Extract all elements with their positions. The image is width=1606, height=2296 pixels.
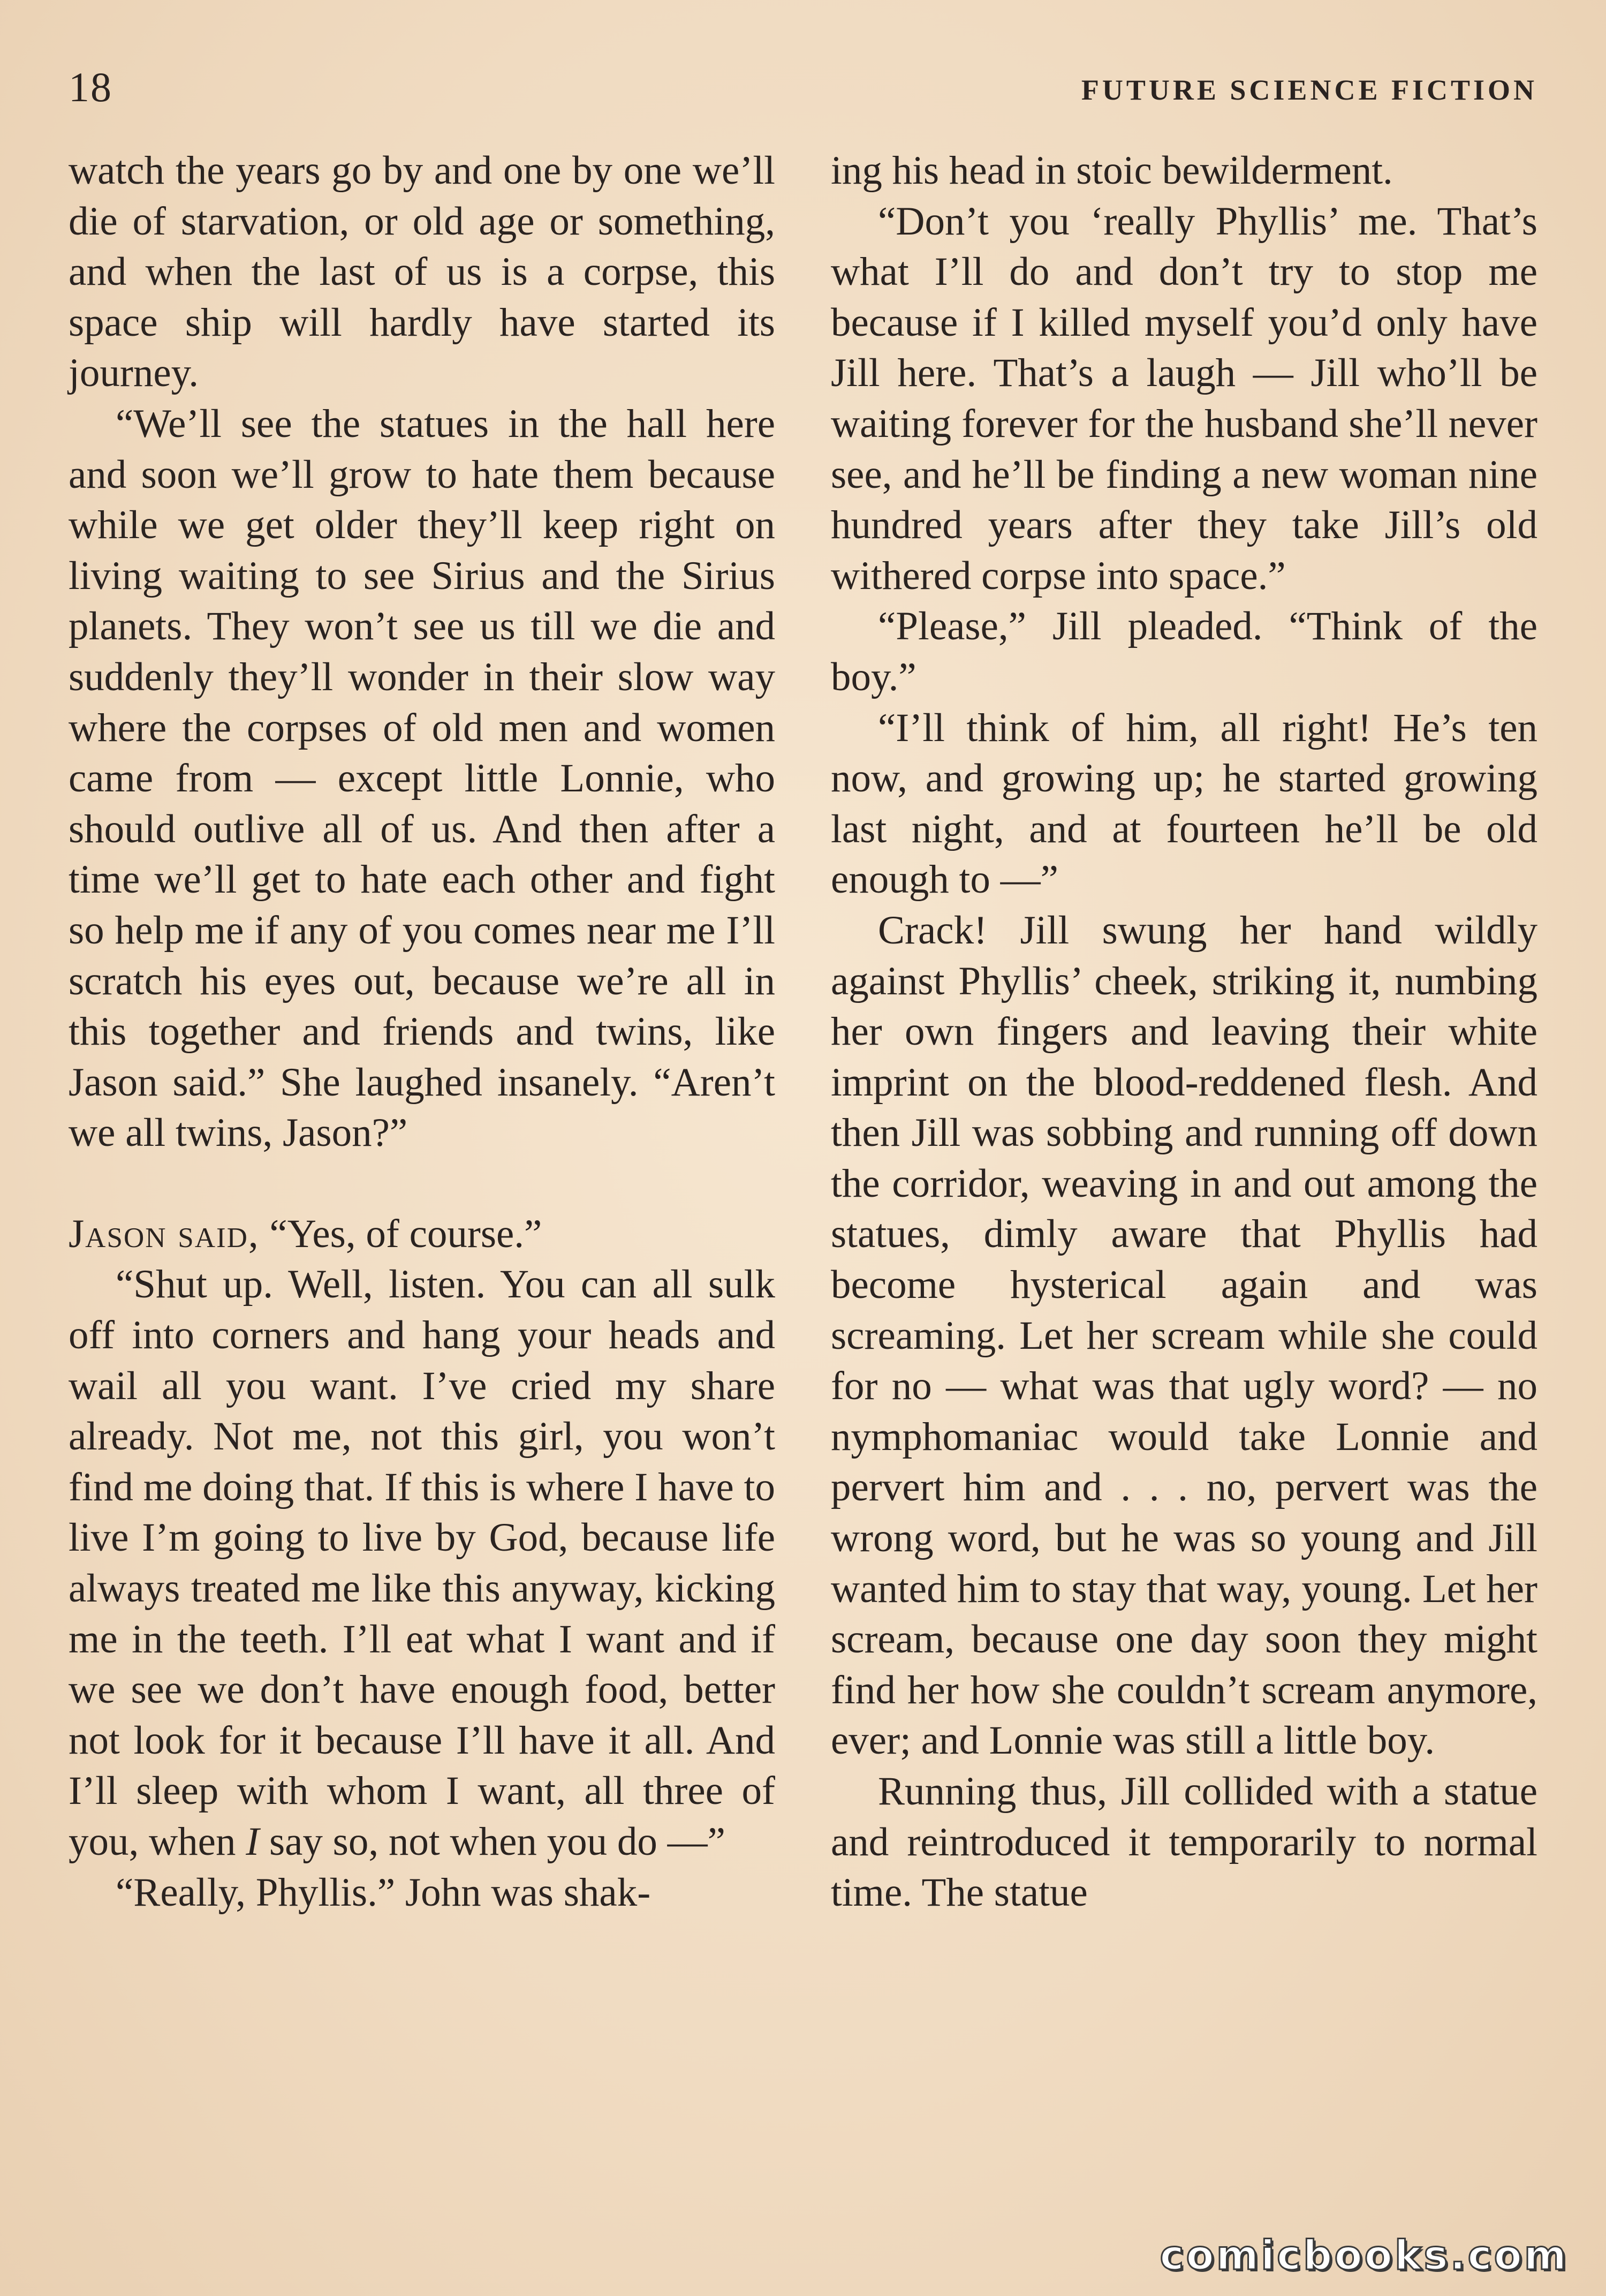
paragraph: “I’ll think of him, all right! He’s ten now, and growing up; he started growing last night, and at fourteen he’ll be old enough to —”	[831, 705, 1537, 902]
paragraph-text: “Yes, of course.”	[259, 1211, 542, 1256]
paragraph: “We’ll see the statues in the hall here and soon we’ll grow to hate them because while we get older they’ll keep right on living waiting to see Sirius and the Sirius planets. They won’t see us till we die and suddenly they’ll wonder in their slow way where the corpses of old men and women came from — except little Lonnie, who should outlive all of us. And then after a time we’ll get to hate each other and fight so help me if any of you comes near me I’ll scratch his eyes out, because we’re all in this together and friends and twins, like Jason said.” She laughed insanely. “Aren’t we all twins, Jason?”	[69, 401, 775, 1155]
running-head: FUTURE SCIENCE FICTION	[1081, 74, 1537, 106]
paragraph: Crack! Jill swung her hand wildly against Phyllis’ cheek, striking it, numbing her own fingers and leaving their white imprint on the blood-reddened flesh. And then Jill was sobbing and running off down the corridor, weaving in and out among the statues, dimly aware that Phyllis had become hysterical again and was screaming. Let her scream while she could for no — what was that ugly word? — no nymphomaniac would take Lonnie and pervert him and . . . no, pervert was the wrong word, but he was so young and Jill wanted him to stay that way, young. Let her scream, because one day soon they might find her how she couldn’t scream anymore, ever; and Lonnie was still a little boy.	[831, 908, 1537, 1763]
paragraph	[69, 1259, 775, 1867]
paragraph-text: say so, not when you do —”	[259, 1819, 725, 1864]
paragraph-section-start	[69, 1209, 775, 1260]
paragraph: Running thus, Jill collided with a statue and reintroduced it temporarily to normal time. The statue	[831, 1769, 1537, 1915]
paragraph: ing his head in stoic bewilderment.	[831, 148, 1393, 193]
page-header	[69, 63, 1537, 111]
paragraph-text: “Shut up. Well, listen. You can all sulk off into corners and hang your heads and wail all you want. I’ve cried my share already. Not me, not this girl, you won’t find me doing that. If this is where I have to live I’m going to live by God, because life always treated me like this anyway, kicking me in the teeth. I’ll eat what I want and if we see we don’t have enough food, better not look for it because I’ll have it all. And I’ll sleep with whom I want, all three of you, when	[69, 1262, 775, 1864]
paragraph: “Really, Phyllis.” John was shak-	[116, 1870, 651, 1915]
page-number: 18	[69, 64, 112, 110]
left-column	[69, 146, 775, 1918]
italic-emphasis: I	[246, 1819, 260, 1864]
paragraph: watch the years go by and one by one we’ll die of starvation, or old age or something, and when the last of us is a corpse, this space ship will hardly have started its journey.	[69, 148, 775, 396]
site-watermark: comicbooks.com	[1160, 2231, 1569, 2279]
right-column	[831, 146, 1537, 1919]
paragraph: “Don’t you ‘really Phyllis’ me. That’s what I’ll do and don’t try to stop me because if I killed myself you’d only have Jill here. That’s a laugh — Jill who’ll be waiting forever for the husband she’ll never see, and he’ll be finding a new woman nine hundred years after they take Jill’s old withered corpse into space.”	[831, 199, 1537, 598]
small-caps-lead: Jason said,	[69, 1211, 260, 1256]
paragraph: “Please,” Jill pleaded. “Think of the boy.”	[831, 604, 1537, 699]
